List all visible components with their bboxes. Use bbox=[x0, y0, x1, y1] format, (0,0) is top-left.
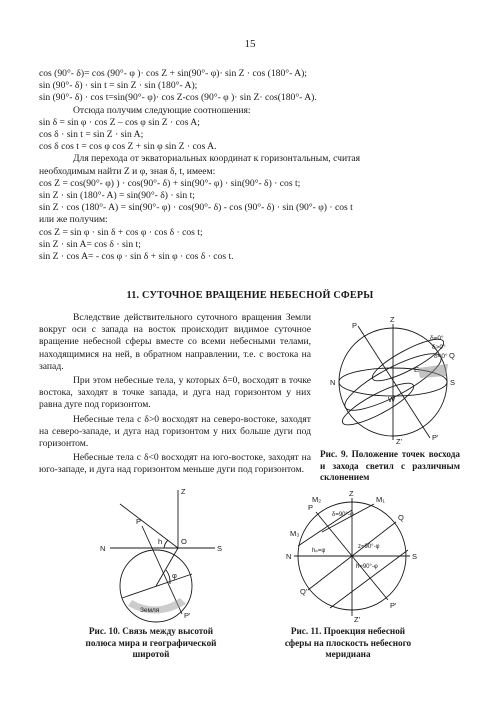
formula-line: sin Z · cos A= - cos φ · sin δ + sin φ · cos δ · cos t. bbox=[39, 251, 234, 263]
fig10-label-earth: Земля bbox=[140, 607, 160, 614]
fig11-label-pp: P' bbox=[390, 601, 397, 610]
fig11-label-q: Q bbox=[398, 513, 404, 522]
fig9-label-d0: δ=0° bbox=[430, 335, 444, 342]
paragraph: При этом небесные тела, у которых δ=0, восходят в точке востока, заходят в точке запада, и дуга над горизонтом у них равна дуге под горизонтом. bbox=[39, 375, 311, 411]
formula-line: cos (90°- δ)= cos (90°- φ )· cos Z + sin(90°- φ)· sin Z · cos (180°- A); bbox=[39, 68, 307, 79]
figure-9-diagram bbox=[318, 315, 468, 446]
page-number: 15 bbox=[244, 38, 256, 50]
formula-line: cos δ cos t = cos φ cos Z + sin φ sin Z · cos A. bbox=[39, 141, 217, 153]
formula-line: sin δ = sin φ · cos Z – cos φ sin Z · cos A; bbox=[39, 116, 200, 128]
fig11-label-m2: M₂ bbox=[312, 495, 322, 504]
figure-11-caption: Рис. 11. Проекция небесной сферы на плоскость небесного меридиана bbox=[284, 626, 412, 659]
fig11-label-zp: Z' bbox=[354, 615, 361, 624]
fig9-label-s: S bbox=[450, 378, 456, 387]
formula-line: sin (90°- δ) · sin t = sin Z · sin (180°- A); bbox=[39, 80, 198, 92]
fig10-label-z: Z bbox=[181, 487, 186, 496]
fig11-label-z: Z bbox=[349, 489, 354, 498]
fig9-label-w: W bbox=[388, 395, 396, 404]
fig9-label-zp: Z' bbox=[396, 437, 403, 446]
fig11-label-s: S bbox=[412, 552, 418, 561]
figure-9-caption: Рис. 9. Положение точек восхода и захода светил с различным склонением bbox=[320, 449, 460, 482]
fig9-label-d2: δ<0° bbox=[434, 353, 448, 360]
fig10-label-p: P bbox=[136, 517, 142, 526]
fig9-label-z: Z bbox=[390, 315, 395, 324]
fig9-label-e: E bbox=[414, 365, 420, 374]
body-text bbox=[39, 312, 311, 479]
figure-10-caption: Рис. 10. Связь между высотой полюса мира и географической широтой bbox=[85, 626, 217, 659]
formula-block bbox=[39, 68, 459, 263]
formula-line: cos Z = cos(90°- φ) ) · cos(90°- δ) + sin(90°- φ) · sin(90°- δ) · cos t; bbox=[39, 177, 301, 189]
fig9-label-q: Q bbox=[449, 351, 455, 360]
fig11-label-m1: M₁ bbox=[376, 495, 385, 504]
formula-intro-line: Для перехода от экваториальных координат к горизонтальным, считая bbox=[73, 153, 361, 165]
fig11-label-h90: h=90°-φ bbox=[356, 564, 378, 570]
fig10-label-h: h bbox=[158, 537, 163, 546]
h-arc bbox=[164, 540, 168, 548]
paragraph: Вследствие действительного суточного вращения Земли вокруг оси с запада на восток происходит видимое суточное вращение небесной сферы вместе со всеми небесными телами, находящимися на ней, в обратном направлении, т.е. с востока на запад. bbox=[39, 312, 311, 372]
fig11-label-m3: M₃ bbox=[290, 529, 300, 538]
fig10-label-phi: φ bbox=[172, 571, 177, 580]
fig10-label-n: N bbox=[100, 544, 106, 553]
fig11-label-d90: δ=90°-φ bbox=[332, 512, 354, 518]
fig11-label-p: P bbox=[308, 503, 314, 512]
fig9-label-p: P bbox=[352, 321, 358, 330]
fig10-label-s: S bbox=[217, 544, 223, 553]
fig11-label-qp: Q' bbox=[300, 587, 308, 596]
hatch-area bbox=[418, 364, 448, 378]
formula-line: cos δ · sin t = sin Z · sin A; bbox=[39, 129, 144, 141]
fig9-label-n: N bbox=[330, 378, 336, 387]
paragraph: Небесные тела с δ<0 восходят на юго-востоке, заходят на юго-западе, и дуга над горизонтом меньше дуги под горизонтом. bbox=[39, 452, 311, 476]
fig9-label-pp: P' bbox=[432, 433, 439, 442]
fig10-label-o: O bbox=[181, 537, 187, 546]
parallel-line bbox=[322, 504, 374, 532]
figure-11-diagram bbox=[282, 490, 422, 624]
section-heading: 11. СУТОЧНОЕ ВРАЩЕНИЕ НЕБЕСНОЙ СФЕРЫ bbox=[126, 290, 374, 301]
formula-intro-line: или же получим: bbox=[39, 214, 108, 226]
fig11-label-z90: z=90°-φ bbox=[358, 544, 380, 550]
fig9-label-d1: δ>0° bbox=[432, 344, 446, 351]
parallel-line bbox=[330, 550, 408, 608]
earth-equator bbox=[122, 574, 192, 598]
formula-intro-line: необходимым найти Z и φ, зная δ, t, имеем: bbox=[39, 165, 216, 177]
paragraph: Небесные тела с δ>0 восходят на северо-востоке, заходят на северо-западе, и дуга над горизонтом у них больше дуги под горизонтом. bbox=[39, 413, 311, 450]
formula-intro-line: Отсюда получим следующие соотношения: bbox=[73, 104, 251, 116]
fig11-label-n: N bbox=[286, 552, 292, 561]
fig10-label-pp: P' bbox=[184, 611, 191, 620]
figure-10-diagram bbox=[80, 486, 240, 622]
formula-line: sin Z · sin A= cos δ · sin t; bbox=[39, 238, 141, 250]
formula-line: cos Z = sin φ · sin δ + cos φ · cos δ · cos t; bbox=[39, 226, 203, 238]
formula-line: sin Z · sin (180°- A) = sin(90°- δ) · sin t; bbox=[39, 190, 195, 202]
formula-line: sin (90°- δ) · cos t=sin(90°- φ)· cos Z-cos (90°- φ )· sin Z· cos(180°- A). bbox=[39, 92, 317, 104]
fig11-label-hp: hₚ=φ bbox=[312, 548, 326, 554]
formula-line: sin Z · cos (180°- A) = sin(90°- φ) · cos(90°- δ) - cos (90°- δ) · sin (90°- φ) · cos t bbox=[39, 202, 353, 214]
